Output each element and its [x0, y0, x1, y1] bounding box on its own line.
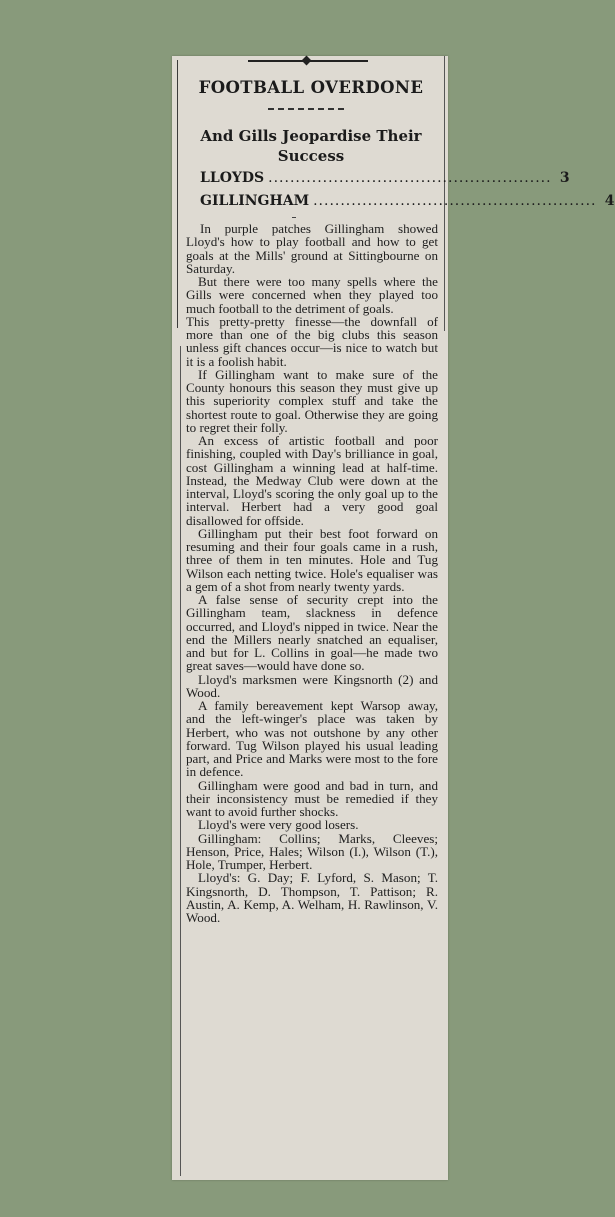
team-name: GILLINGHAM	[200, 193, 310, 209]
leader-dots: ....................................................	[268, 170, 552, 186]
score-line-gillingham	[200, 193, 615, 209]
team-lineup: Lloyd's: G. Day; F. Lyford, S. Mason; T. Kingsnorth, D. Thompson, T. Pattison; R. Austin, A. Kemp, A. Welham, H. Rawlinson, V. Wood.	[186, 870, 438, 925]
article-paragraph: A family bereavement kept Warsop away, and the left-winger's place was taken by Herbert, who was not outshone by any other forward. Tug Wilson played his usual leading part, and Price and Marks were most to the fore in defence.	[186, 698, 438, 780]
leader-dots: ....................................................	[313, 193, 597, 209]
team-score: 4	[604, 193, 615, 209]
team-lineup: Gillingham: Collins; Marks, Cleeves; Henson, Price, Hales; Wilson (I.), Wilson (T.), Hole, Trumper, Herbert.	[186, 830, 438, 872]
subheadline: And Gills Jeopardise Their Success	[200, 127, 422, 165]
team-score: 3	[559, 170, 570, 186]
article-paragraph: Gillingham were good and bad in turn, and their inconsistency must be remedied if they want to avoid further shocks.	[186, 777, 438, 819]
team-name: LLOYDS	[200, 170, 265, 186]
article-paragraph: An excess of artistic football and poor finishing, coupled with Day's brilliance in goal, cost Gillingham a winning lead at half-time. Instead, the Medway Club were down at the interval, Lloyd's scoring the only goal up to the interval. Herbert had a very good goal disallowed for offside.	[186, 433, 438, 528]
article-paragraph: But there were too many spells where the Gills were concerned when they played too much football to the detriment of goals.	[186, 274, 438, 316]
article-paragraph: Gillingham put their best foot forward on resuming and their four goals came in a rush, three of them in ten minutes. Hole and Tug Wilson each netting twice. Hole's equaliser was a gem of a shot from nearly twenty yards.	[186, 525, 438, 594]
divider	[292, 217, 296, 218]
score-line-lloyds	[200, 170, 570, 186]
article-paragraph: Lloyd's marksmen were Kingsnorth (2) and Wood.	[186, 671, 438, 700]
headline: FOOTBALL OVERDONE	[198, 78, 424, 97]
article-paragraph: In purple patches Gillingham showed Lloyd's how to play football and how to get goals at the Mills' ground at Sittingbourne on Saturday.	[186, 221, 438, 276]
article-paragraph: This pretty-pretty finesse—the downfall of more than one of the big clubs this season unless gift chances occur—is nice to watch but it is a foolish habit.	[186, 313, 438, 369]
article-paragraph: A false sense of security crept into the Gillingham team, slackness in defence occurred, and Lloyd's nipped in twice. Near the end the Millers nearly snatched an equaliser, and but for L. Collins in goal—he made two great saves—would have done so.	[186, 592, 438, 674]
article-paragraph: Lloyd's were very good losers.	[198, 817, 359, 833]
article-paragraph: If Gillingham want to make sure of the County honours this season they must give up this superiority complex stuff and take the shortest route to goal. Otherwise they are going to regret their folly.	[186, 366, 438, 435]
ornament-rule	[248, 60, 368, 62]
article-body	[186, 222, 438, 924]
divider	[268, 108, 344, 110]
newspaper-clipping	[172, 56, 615, 1180]
column-rule	[177, 60, 178, 328]
column-rule	[180, 346, 181, 1176]
